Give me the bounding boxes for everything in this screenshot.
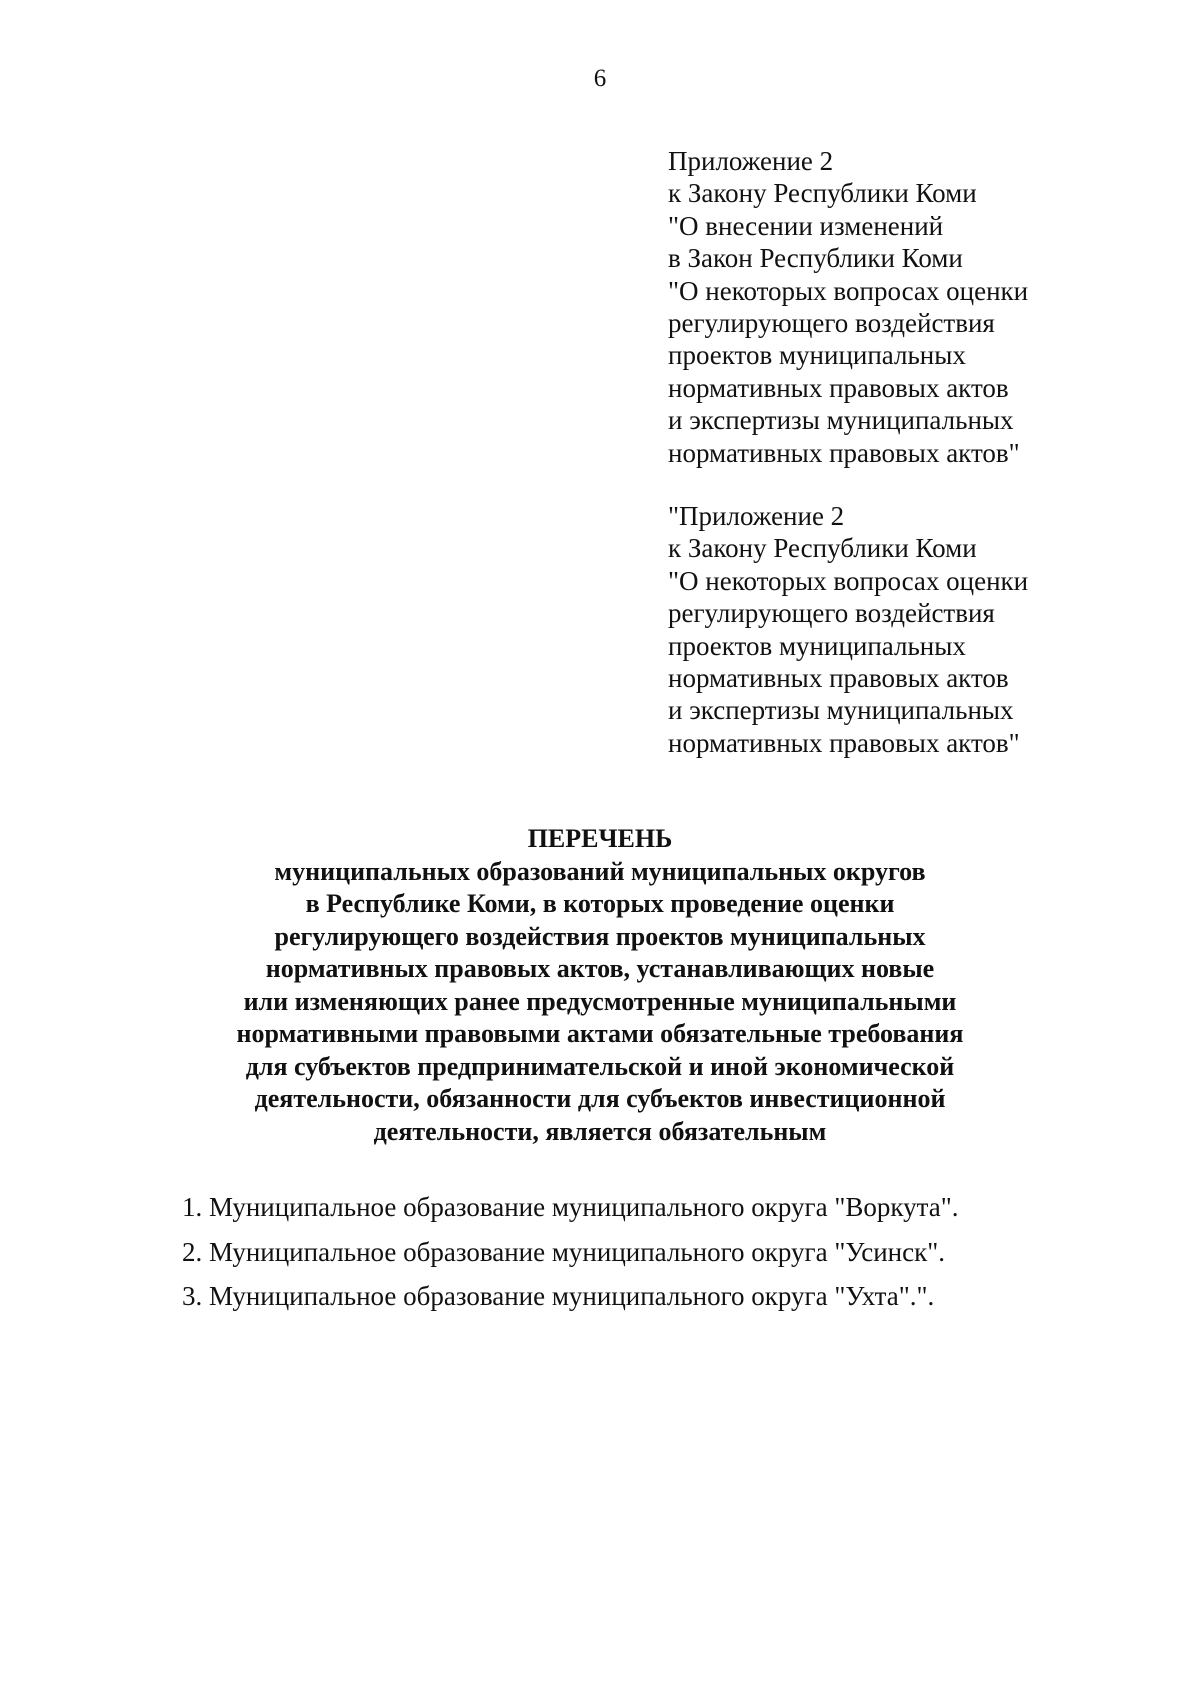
quoted-appendix-line: "О некоторых вопросах оценки (668, 565, 1029, 596)
subtitle-line: для субъектов предпринимательской и иной экономической (245, 1051, 955, 1081)
subtitle-line: или изменяющих ранее предусмотренные муниципальными (243, 986, 957, 1016)
subtitle-line: деятельности, обязанности для субъектов инвестиционной (254, 1084, 946, 1113)
municipality-list (182, 1191, 959, 1325)
subtitle-line: деятельности, является обязательным (373, 1116, 827, 1146)
document-title-block (0, 823, 1200, 1148)
quoted-appendix-line: нормативных правовых актов (668, 663, 1009, 694)
appendix-header-line: нормативных правовых актов (668, 372, 1009, 403)
appendix-header (668, 145, 1168, 469)
quoted-appendix-line: проектов муниципальных (668, 630, 966, 661)
subtitle-line: нормативных правовых актов, устанавливающих новые (265, 954, 935, 983)
quoted-appendix-line: нормативных правовых актов" (668, 727, 1020, 758)
appendix-header-line: Приложение 2 (668, 146, 834, 176)
appendix-header-line: "О внесении изменений (668, 210, 944, 241)
quoted-appendix-line: и экспертизы муниципальных (668, 695, 1014, 726)
subtitle-line: муниципальных образований муниципальных округов (274, 856, 926, 886)
appendix-header-line: регулирующего воздействия (668, 308, 995, 339)
appendix-header-line: "О некоторых вопросах оценки (668, 275, 1029, 306)
list-item: 2. Муниципальное образование муниципального округа "Усинск". (182, 1236, 946, 1267)
appendix-header-line: к Закону Республики Коми (668, 178, 977, 209)
appendix-header-line: проектов муниципальных (668, 340, 966, 371)
subtitle-line: регулирующего воздействия проектов муниципальных (274, 921, 926, 951)
list-item: 3. Муниципальное образование муниципального округа "Ухта".". (182, 1281, 935, 1311)
page-number: 6 (593, 65, 607, 92)
quoted-appendix-line: "Приложение 2 (668, 501, 845, 531)
document-title: ПЕРЕЧЕНЬ (527, 824, 673, 853)
appendix-header-line: и экспертизы муниципальных (668, 405, 1014, 436)
quoted-appendix-line: к Закону Республики Коми (668, 533, 977, 564)
subtitle-line: нормативными правовыми актами обязательные требования (236, 1019, 964, 1048)
quoted-appendix-header (668, 500, 1168, 759)
appendix-header-line: нормативных правовых актов" (668, 437, 1020, 468)
appendix-header-line: в Закон Республики Коми (668, 243, 963, 274)
subtitle-line: в Республике Коми, в которых проведение оценки (305, 889, 895, 918)
quoted-appendix-line: регулирующего воздействия (668, 598, 995, 629)
list-item: 1. Муниципальное образование муниципального округа "Воркута". (182, 1192, 959, 1222)
